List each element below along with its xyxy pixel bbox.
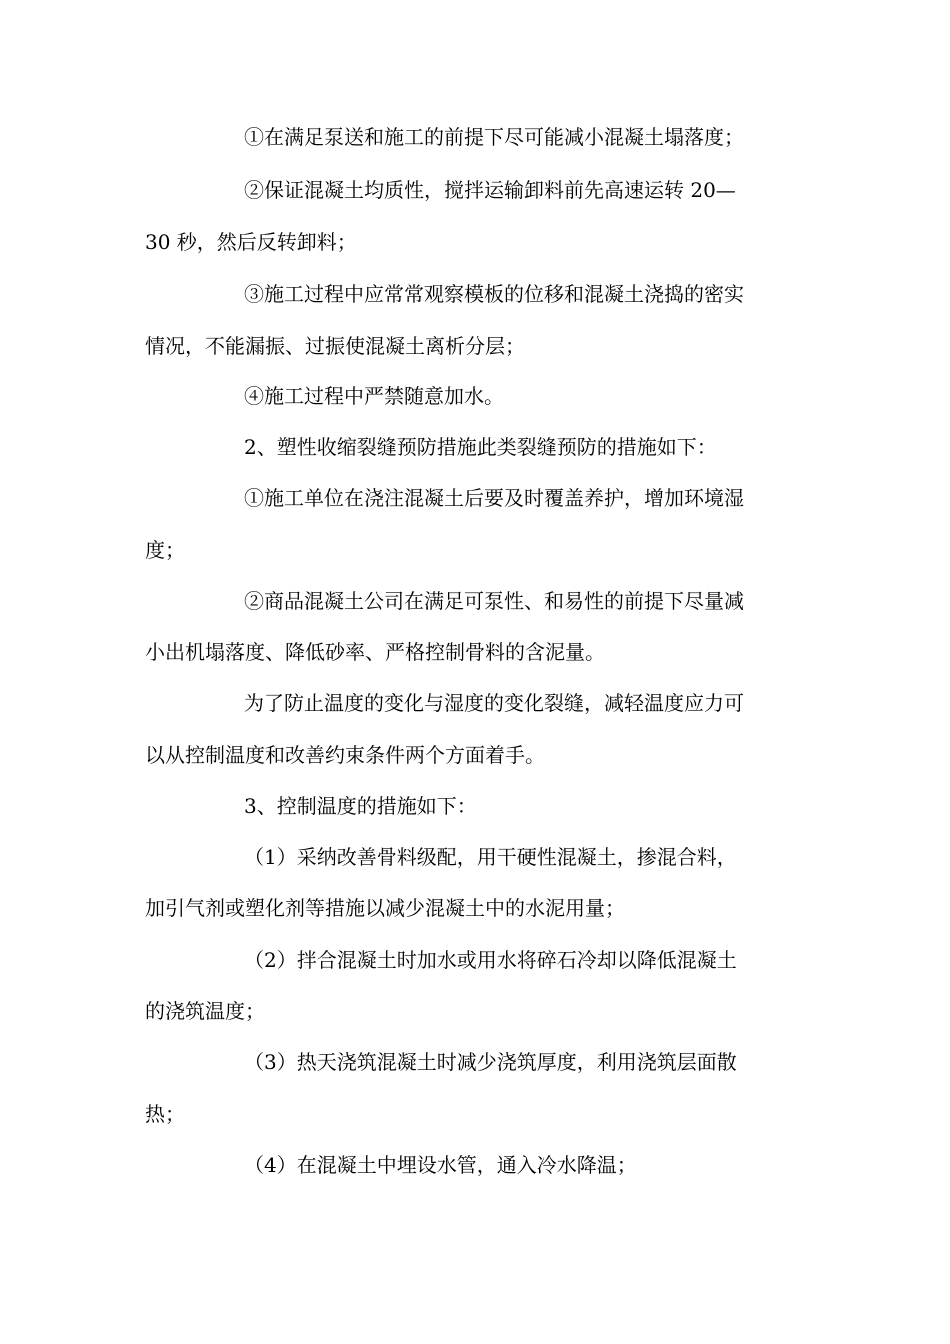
text-line: （2）拌合混凝土时加水或用水将碎石冷却以降低混凝土 [244, 948, 737, 972]
text-line: 以从控制温度和改善约束条件两个方面着手。 [145, 743, 545, 767]
text-line: （3）热天浇筑混凝土时减少浇筑厚度，利用浇筑层面散 [244, 1050, 737, 1074]
text-line: 热； [145, 1102, 185, 1126]
text-line: ①在满足泵送和施工的前提下尽可能减小混凝土塌落度； [244, 125, 744, 149]
text-line: （4）在混凝土中埋设水管，通入冷水降温； [244, 1153, 637, 1177]
text-line: 小出机塌落度、降低砂率、严格控制骨料的含泥量。 [145, 640, 605, 664]
text-line: 为了防止温度的变化与湿度的变化裂缝，减轻温度应力可 [244, 691, 744, 715]
text-line: ④施工过程中严禁随意加水。 [244, 384, 504, 408]
text-line: ③施工过程中应常常观察模板的位移和混凝土浇捣的密实 [244, 282, 744, 306]
text-line: ①施工单位在浇注混凝土后要及时覆盖养护，增加环境湿 [244, 486, 744, 510]
text-line: ②保证混凝土均质性，搅拌运输卸料前先高速运转 20— [244, 178, 736, 202]
text-line: （1）采纳改善骨料级配，用干硬性混凝土，掺混合料， [244, 845, 737, 869]
text-line: ②商品混凝土公司在满足可泵性、和易性的前提下尽量减 [244, 589, 744, 613]
text-line: 加引气剂或塑化剂等措施以减少混凝土中的水泥用量； [145, 896, 625, 920]
text-line: 情况，不能漏振、过振使混凝土离析分层； [145, 334, 525, 358]
text-line: 的浇筑温度； [145, 999, 265, 1023]
text-line: 度； [145, 538, 185, 562]
text-line: 2、塑性收缩裂缝预防措施此类裂缝预防的措施如下： [244, 435, 717, 459]
text-line: 30 秒，然后反转卸料； [145, 230, 357, 254]
text-line: 3、控制温度的措施如下： [244, 794, 477, 818]
